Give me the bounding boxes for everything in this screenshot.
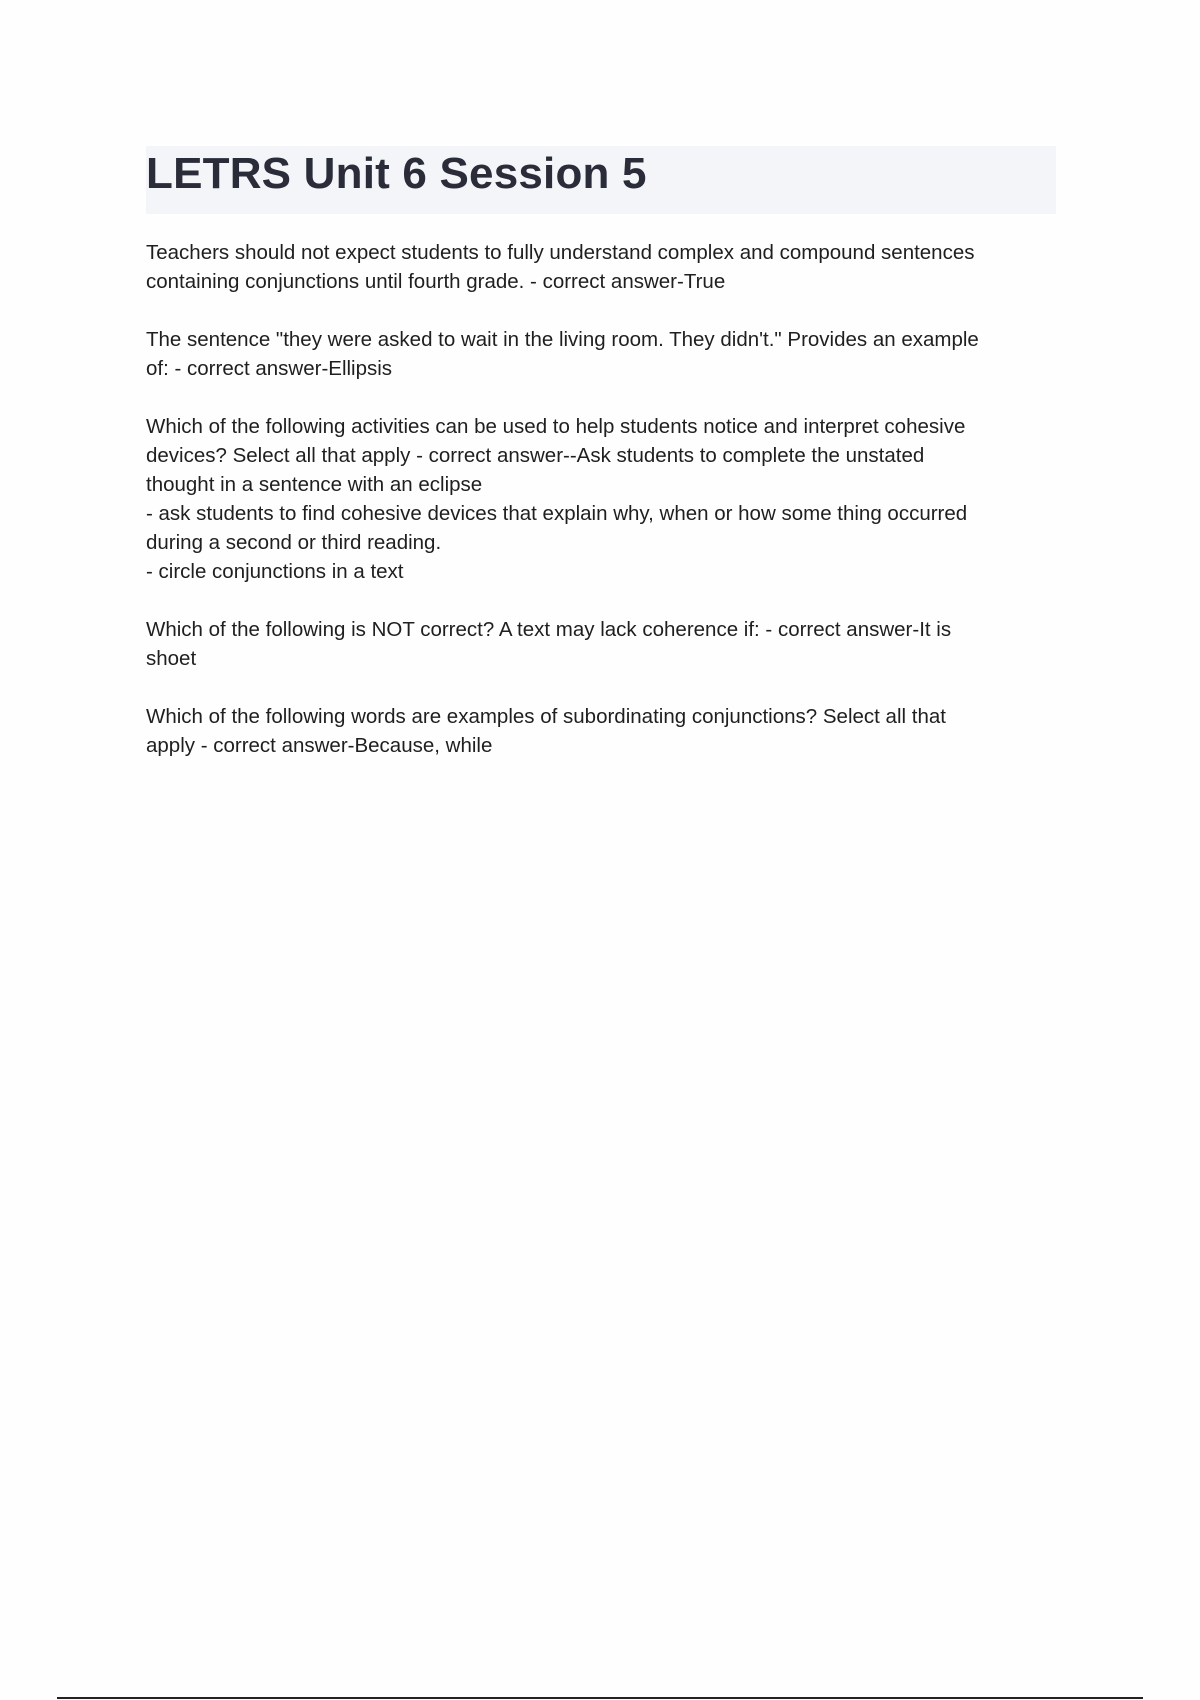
qa-line: containing conjunctions until fourth grade. - correct answer-True — [146, 270, 726, 293]
qa-content — [146, 238, 1066, 789]
qa-line: Which of the following activities can be used to help students notice and interpret cohesive — [146, 415, 966, 438]
qa-line: thought in a sentence with an eclipse — [146, 473, 483, 496]
footer-divider — [57, 1697, 1143, 1699]
qa-line: Which of the following words are examples of subordinating conjunctions? Select all that — [146, 705, 946, 728]
qa-entry-2 — [146, 325, 1066, 383]
qa-line: - circle conjunctions in a text — [146, 560, 404, 583]
page-title: LETRS Unit 6 Session 5 — [146, 149, 647, 198]
qa-line: Teachers should not expect students to fully understand complex and compound sentences — [146, 241, 975, 264]
qa-line: of: - correct answer-Ellipsis — [146, 357, 393, 380]
qa-line: devices? Select all that apply - correct answer--Ask students to complete the unstated — [146, 444, 925, 467]
qa-entry-3 — [146, 412, 1066, 586]
qa-entry-4 — [146, 615, 1066, 673]
qa-line: during a second or third reading. — [146, 531, 442, 554]
qa-line: The sentence "they were asked to wait in the living room. They didn't." Provides an example — [146, 328, 979, 351]
qa-line: - ask students to find cohesive devices that explain why, when or how some thing occurred — [146, 502, 968, 525]
qa-entry-1 — [146, 238, 1066, 296]
qa-line: shoet — [146, 647, 197, 670]
qa-entry-5 — [146, 702, 1066, 760]
qa-line: Which of the following is NOT correct? A text may lack coherence if: - correct answer-It is — [146, 618, 952, 641]
qa-line: apply - correct answer-Because, while — [146, 734, 493, 757]
